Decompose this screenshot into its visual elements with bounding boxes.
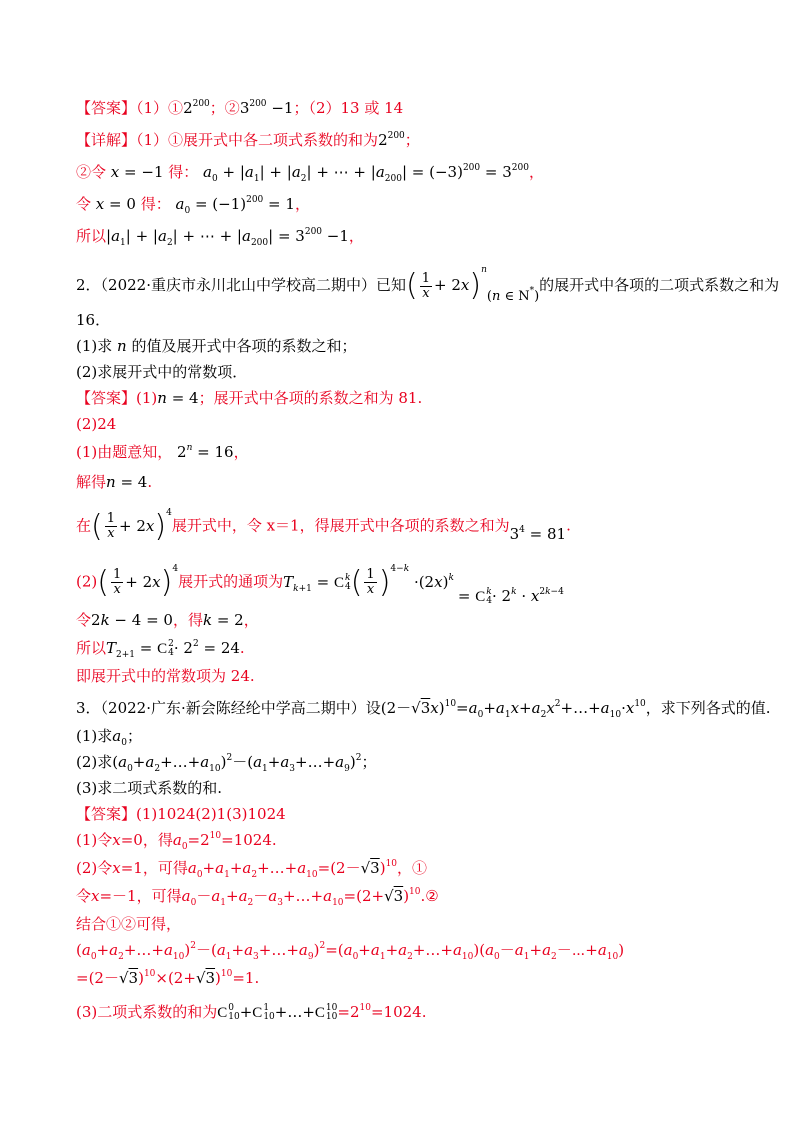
detail-text: 在	[76, 516, 92, 535]
q3-detail-line-4	[76, 914, 181, 934]
detail-text: ，可得	[136, 887, 182, 905]
q3-detail-line-3: 令x=－1，可得$a_0-a_1+a_2-a_3+\dots+a_{10}=(2+√3)^{10}.②$	[76, 887, 439, 908]
q3-stem: 3．（2022·广东·新会陈经纶中学高二期中）设$(2-√3x)^{10}=a_0+a_1x+a_2x^2+\dots+a_{10}\cdot x^{10}$，求下列各式的值.	[76, 699, 771, 720]
detail-text: ；	[404, 131, 420, 149]
q3-part-3	[76, 778, 222, 798]
detail-text: (2)	[76, 572, 98, 591]
q2-detail-line-2: 解得n = 4.	[76, 473, 153, 491]
q2-detail-line-7	[76, 666, 255, 686]
detail-text: (3)二项式系数的和为	[76, 1003, 218, 1021]
question-source: （2022·广东·新会陈经纶中学高二期中）设(2－	[100, 699, 412, 717]
q2-part-2	[76, 362, 247, 382]
answer-tag: 【答案】	[76, 99, 137, 117]
detail-tag: 【详解】	[76, 131, 137, 149]
q2-answer-line-1: 【答案】(1)n = 4；展开式中各项的系数之和为 81.	[76, 389, 423, 407]
question-number: 3．	[76, 699, 101, 717]
answer-text: ；②	[209, 99, 240, 117]
q2-detail-line-3: 在( $\frac{1}{x}$ + 2x)$^4$展开式中，令 x＝1，得展开式中各项的系数之和为$3^4 = 81$.	[76, 507, 571, 544]
detail-text: 令	[76, 611, 92, 629]
detail-text: ，得	[172, 611, 203, 629]
question-source: （2022·重庆市永川北山中学校高二期中）已知	[100, 276, 406, 294]
q3-detail-line-7: (3)二项式系数的和为C 0 10 +C 1 10 +…+C 10 10 $=2^{10}=1024$.	[76, 1003, 427, 1022]
detail-text: 得：	[168, 163, 199, 181]
q2-stem-line-1: 2．（2022·重庆市永川北山中学校高二期中）已知( $\frac{1}{x}$ + 2x)$^n$(n ∈ N*)的展开式中各项的二项式系数之和为	[76, 265, 780, 304]
detail-text: ，可得	[142, 859, 188, 877]
q1-answer-line: 【答案】$(1)①2^{200}$；$②3^{200} -1$；（2）13 或 14	[76, 99, 404, 117]
answer-text: (2)24	[76, 415, 117, 433]
q3-detail-line-1: (1)令x=0，得$a_0=2^{10}=1024$.	[76, 831, 277, 852]
detail-text: ②令	[76, 163, 107, 181]
q1-detail-line-1: 【详解】（1）①展开式中各二项式系数的和为$2^{200}$；	[76, 131, 420, 149]
q2-part-1: (1)求 n 的值及展开式中各项的系数之和；	[76, 337, 357, 355]
answer-tag: 【答案】	[76, 805, 137, 823]
detail-text: 解得	[76, 473, 107, 491]
q3-part-2: (2)求$(a_0+a_2+\dots+a_{10})^2-(a_1+a_3+\dots+a_9)^2$；	[76, 753, 377, 774]
q3-detail-line-2: (2)令x=1，可得$a_0+a_1+a_2+\dots+a_{10}=(2-√3)^{10}$，①	[76, 859, 428, 880]
q1-detail-line-3: 令 x = 0 得： $a_0 = (-1)^{200} = 1$，	[76, 195, 310, 216]
question-text: (3)求二项式系数的和.	[76, 779, 223, 797]
q2-detail-line-1: (1)由题意知， $2^n = 16$，	[76, 443, 249, 461]
q3-part-1: (1)求$a_0$；	[76, 727, 142, 748]
answer-tag: 【答案】	[76, 389, 137, 407]
detail-text: (2)令	[76, 859, 113, 877]
detail-text: 即展开式中的常数项为 24.	[76, 667, 255, 685]
q1-detail-line-4: 所以$|a_1| + |a_2|$ + ⋯ + $|a_{200}| = 3^{200} -1$，	[76, 227, 364, 248]
detail-text: 得：	[140, 195, 171, 213]
question-number: 2．	[76, 276, 101, 294]
q1-detail-line-2: ②令 x = −1 得： $a_0 + |a_1| + |a_2|$ + ⋯ + $|a_{200}| = (-3)^{200} = 3^{200}$，	[76, 163, 544, 184]
q3-detail-line-6: $=(2-√3)^{10}\times(2+√3)^{10}=1$.	[76, 969, 260, 987]
detail-text: (1)令	[76, 831, 113, 849]
question-text: (1)求	[76, 337, 113, 355]
answer-text: ；（2）13 或 14	[293, 99, 404, 117]
question-text: (2)求展开式中的常数项．	[76, 363, 248, 381]
detail-text: ，得	[142, 831, 173, 849]
detail-text: 令	[76, 195, 92, 213]
detail-text: 所以	[76, 639, 107, 657]
detail-text: 所以	[76, 227, 107, 245]
detail-text: 展开式中，令 x＝1，得展开式中各项的系数之和为	[171, 516, 510, 535]
q2-stem-line-2	[76, 310, 110, 330]
question-text: 的值及展开式中各项的系数之和；	[131, 337, 357, 355]
q2-detail-line-4: (2)( $\frac{1}{x}$ + 2x)$^4$展开式的通项为$T_{k+1} = C$ k 4 ( $\frac{1}{x}$ )$^{4-k} \cdot(2x)^k= C$ k 4 · $2^k \cdot x^{2k-4}$	[76, 563, 564, 606]
answer-text: ；展开式中各项的系数之和为 81.	[198, 389, 423, 407]
question-text: ，求下列各式的值.	[645, 699, 771, 717]
detail-text: （1）①展开式中各二项式系数的和为	[136, 131, 379, 149]
q3-answer-line	[76, 804, 286, 824]
q2-detail-line-5: 令2k − 4 = 0，得k = 2，	[76, 611, 259, 629]
detail-text: 展开式的通项为	[178, 572, 284, 591]
q2-answer-line-2	[76, 414, 116, 434]
answer-text: （1）①	[136, 99, 184, 117]
detail-text: 结合①②可得，	[76, 915, 182, 933]
question-text: (1)求	[76, 727, 113, 745]
question-text: 16．	[76, 311, 111, 329]
detail-text: (1)由题意知，	[76, 443, 173, 461]
answer-text: (1)	[136, 389, 158, 407]
q2-detail-line-6: 所以$T_{2+1} = C$ 2 4 · $2^2 = 24$.	[76, 639, 245, 660]
q3-detail-line-5: $(a_0+a_2+\dots+a_{10})^2-(a_1+a_3+\dots+a_9)^2=(a_0+a_1+a_2+\dots+a_{10})(a_0-a_1+a_2-\cdots+a_{10})$	[76, 941, 625, 962]
detail-text: 令	[76, 887, 92, 905]
question-text: (2)求	[76, 753, 113, 771]
answer-text: (1)1024(2)1(3)1024	[136, 805, 286, 823]
question-text: 的展开式中各项的二项式系数之和为	[539, 276, 780, 294]
